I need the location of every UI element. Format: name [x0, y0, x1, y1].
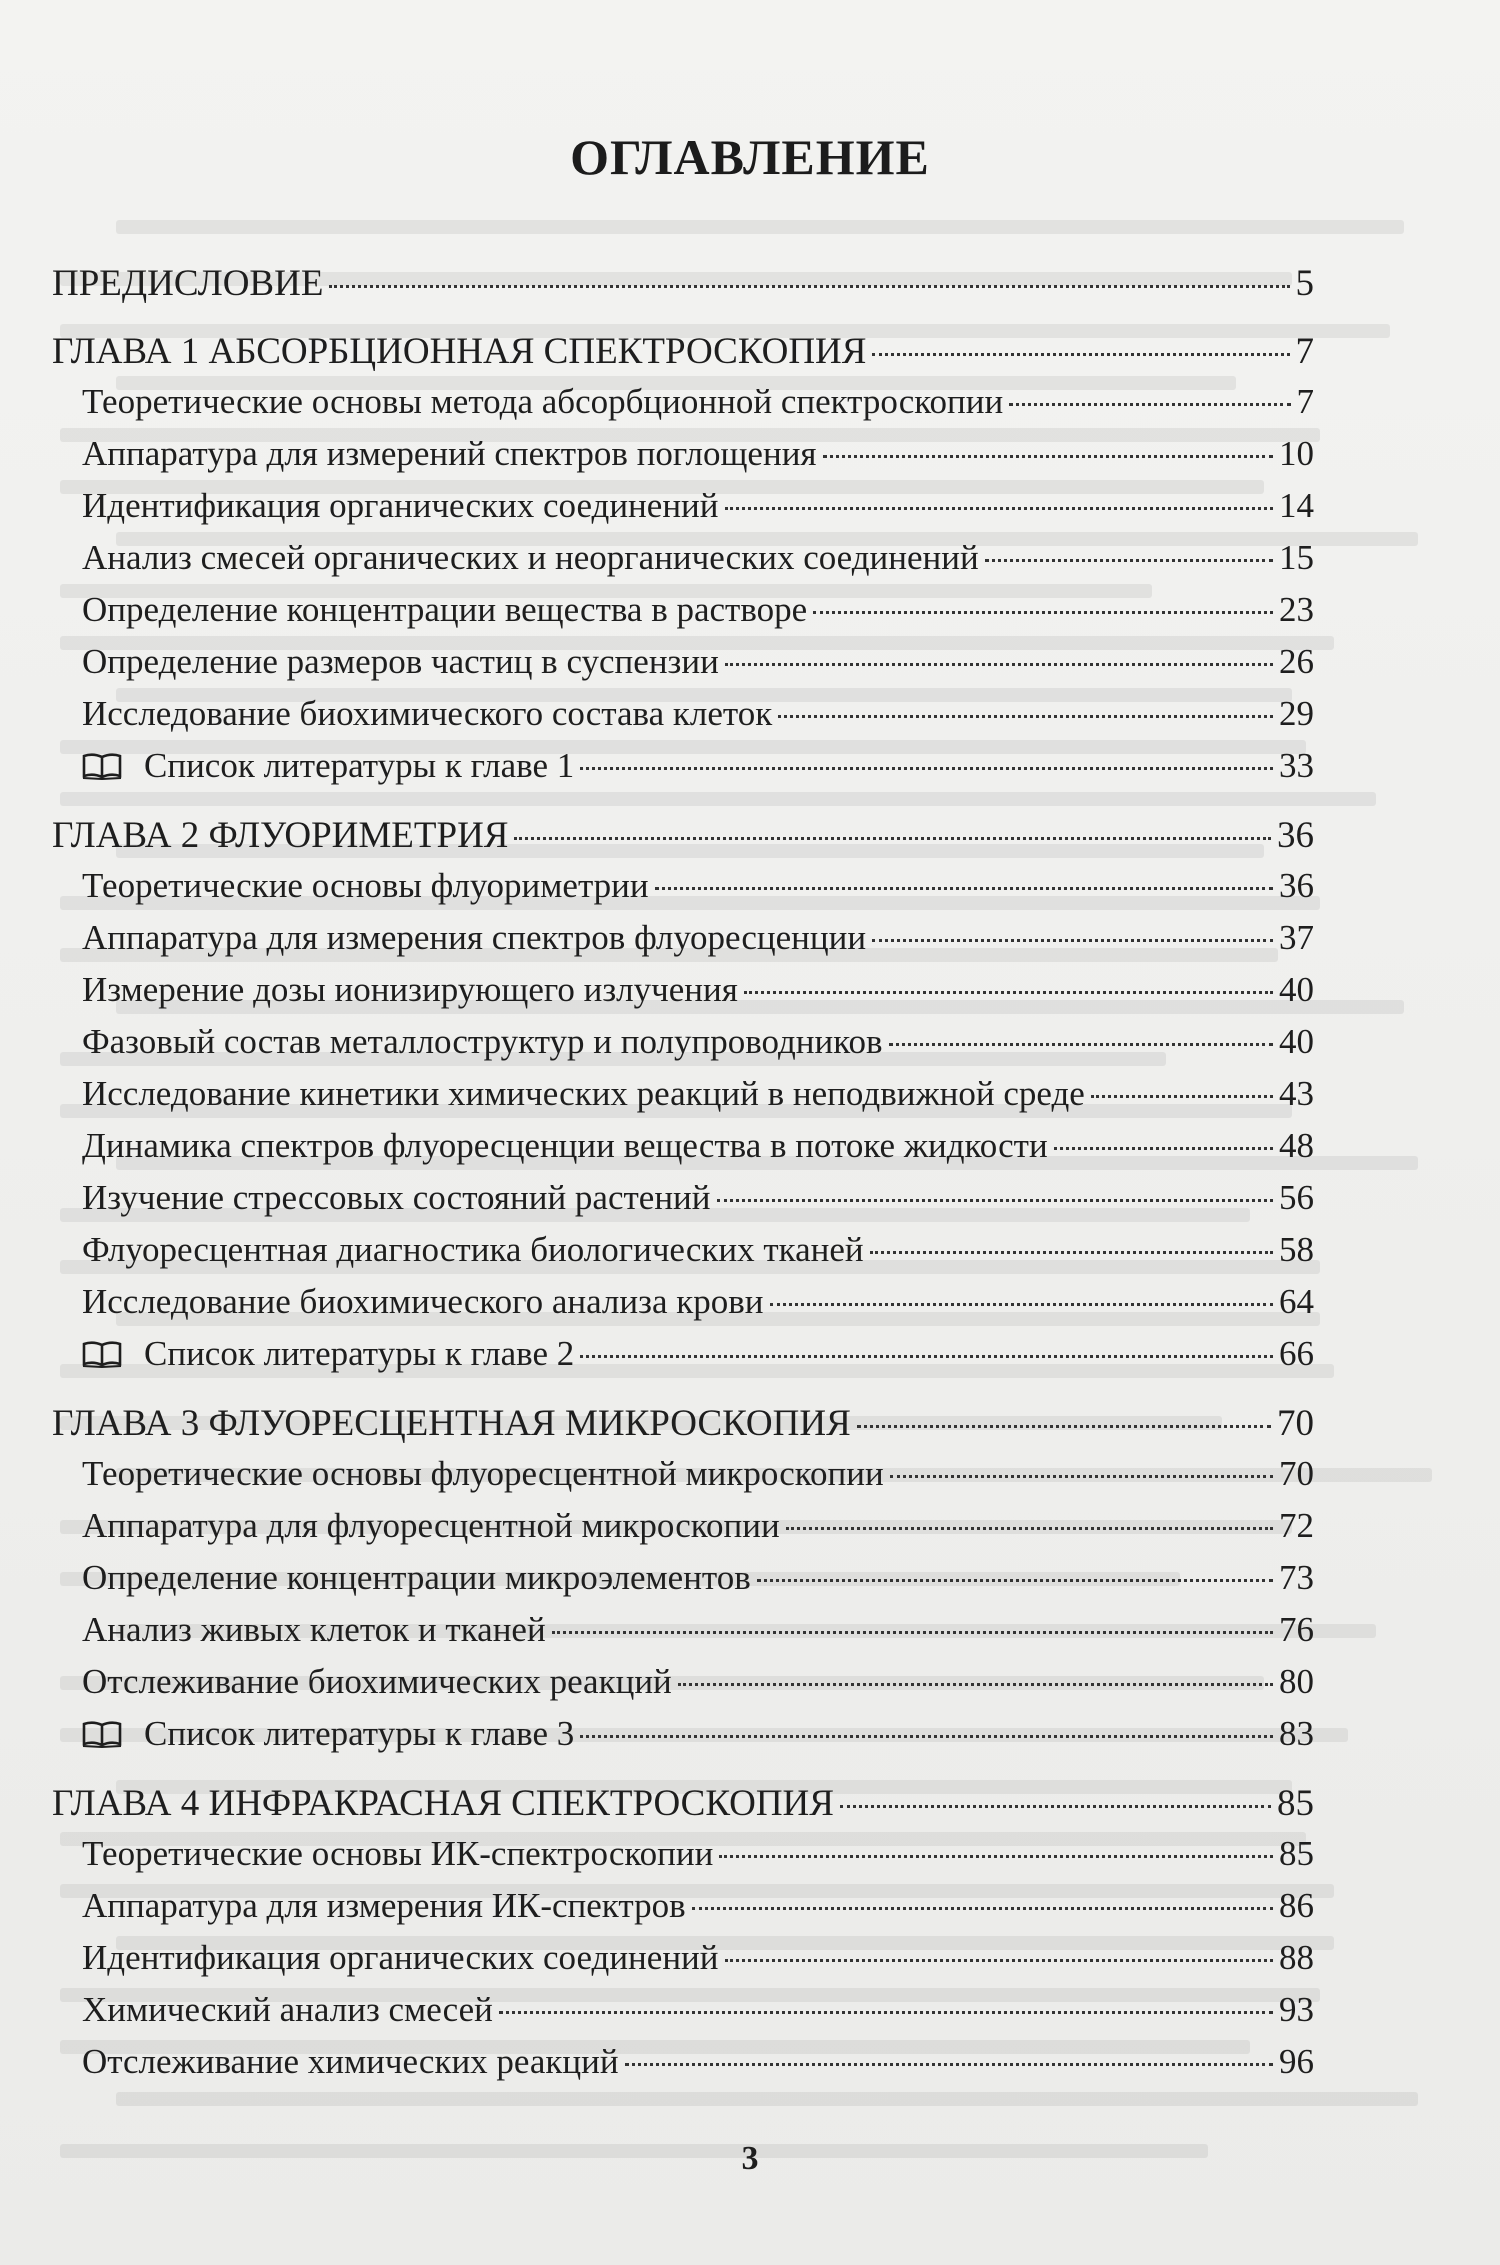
- dot-leader: [778, 715, 1273, 718]
- toc-section-entry: [52, 918, 1314, 970]
- toc-entry-page: 14: [1279, 486, 1314, 525]
- toc-entry-label: [52, 1782, 834, 1825]
- toc-entry-text: Идентификация органических соединений: [82, 486, 719, 525]
- dot-leader: [985, 559, 1273, 562]
- toc-section-entry: [52, 866, 1314, 918]
- toc-chapter-entry: [52, 1782, 1314, 1834]
- table-of-contents: [52, 262, 1314, 2094]
- toc-entry-text: ГЛАВА 4 ИНФРАКРАСНАЯ СПЕКТРОСКОПИЯ: [52, 1783, 834, 1824]
- toc-entry-text: Теоретические основы флуориметрии: [82, 866, 649, 905]
- toc-entry-label: [82, 1990, 493, 2030]
- dot-leader: [870, 1251, 1273, 1254]
- open-book-icon: [82, 1340, 122, 1368]
- open-book-icon: [82, 752, 122, 780]
- toc-entry-text: Список литературы к главе 1: [144, 746, 575, 785]
- toc-entry-label: [82, 2042, 619, 2082]
- toc-entry-page: 48: [1279, 1126, 1314, 1165]
- toc-section-entry: [52, 1022, 1314, 1074]
- toc-chapter-entry: [52, 814, 1314, 866]
- toc-entry-text: Химический анализ смесей: [82, 1990, 493, 2029]
- toc-entry-label: [82, 538, 979, 578]
- toc-entry-text: ГЛАВА 3 ФЛУОРЕСЦЕНТНАЯ МИКРОСКОПИЯ: [52, 1403, 851, 1444]
- toc-section-entry: [52, 1074, 1314, 1126]
- toc-entry-page: 40: [1279, 1022, 1314, 1061]
- toc-entry-label: [82, 1834, 713, 1874]
- toc-references-entry: [52, 1334, 1314, 1386]
- toc-entry-text: Фазовый состав металлоструктур и полупроводников: [82, 1022, 883, 1061]
- toc-entry-label: [82, 918, 866, 958]
- toc-entry-text: Исследование биохимического анализа крови: [82, 1282, 764, 1321]
- toc-entry-label: [82, 1126, 1048, 1166]
- toc-section-entry: [52, 694, 1314, 746]
- dot-leader: [717, 1199, 1273, 1202]
- page-title: ОГЛАВЛЕНИЕ: [570, 129, 930, 185]
- toc-chapter-entry: [52, 330, 1314, 382]
- toc-entry-page: 76: [1279, 1610, 1314, 1649]
- toc-entry-text: Измерение дозы ионизирующего излучения: [82, 970, 738, 1009]
- toc-entry-text: Теоретические основы метода абсорбционной спектроскопии: [82, 382, 1004, 421]
- dot-leader: [580, 767, 1273, 770]
- toc-section-entry: [52, 1886, 1314, 1938]
- dot-leader: [580, 1735, 1273, 1738]
- toc-section-entry: [52, 1178, 1314, 1230]
- toc-entry-page: 36: [1279, 866, 1314, 905]
- toc-entry-label: [82, 1506, 780, 1546]
- toc-entry-text: ГЛАВА 2 ФЛУОРИМЕТРИЯ: [52, 815, 509, 856]
- toc-entry-page: 80: [1279, 1662, 1314, 1701]
- toc-entry-page: 15: [1279, 538, 1314, 577]
- dot-leader: [580, 1355, 1273, 1358]
- toc-entry-label: [82, 590, 807, 630]
- toc-section-entry: [52, 642, 1314, 694]
- toc-entry-label: [52, 262, 323, 305]
- dot-leader: [786, 1527, 1273, 1530]
- dot-leader: [857, 1425, 1271, 1428]
- toc-entry-page: 86: [1279, 1886, 1314, 1925]
- dot-leader: [872, 353, 1289, 356]
- dot-leader: [770, 1303, 1274, 1306]
- toc-chapter-entry: [52, 262, 1314, 314]
- dot-leader: [725, 663, 1273, 666]
- toc-entry-label: [82, 746, 574, 786]
- toc-entry-page: 93: [1279, 1990, 1314, 2029]
- toc-entry-page: 33: [1279, 746, 1314, 785]
- toc-entry-label: [52, 1402, 851, 1445]
- toc-entry-page: 70: [1279, 1454, 1314, 1493]
- toc-entry-text: ГЛАВА 1 АБСОРБЦИОННАЯ СПЕКТРОСКОПИЯ: [52, 331, 867, 372]
- toc-entry-page: 7: [1295, 331, 1314, 372]
- dot-leader: [744, 991, 1273, 994]
- toc-entry-page: 58: [1279, 1230, 1314, 1269]
- toc-entry-text: Теоретические основы флуоресцентной микроскопии: [82, 1454, 884, 1493]
- toc-entry-page: 10: [1279, 434, 1314, 473]
- toc-entry-label: [82, 1178, 711, 1218]
- toc-entry-label: [82, 1938, 719, 1978]
- toc-entry-text: Аппаратура для измерения спектров флуоресценции: [82, 918, 867, 957]
- toc-entry-label: [82, 1230, 864, 1270]
- toc-section-entry: [52, 1126, 1314, 1178]
- toc-entry-page: 70: [1277, 1403, 1314, 1444]
- toc-entry-page: 7: [1296, 382, 1314, 421]
- toc-references-entry: [52, 746, 1314, 798]
- dot-leader: [514, 837, 1271, 840]
- toc-entry-label: [82, 1074, 1085, 1114]
- toc-section-entry: [52, 538, 1314, 590]
- toc-entry-text: Исследование кинетики химических реакций в неподвижной среде: [82, 1074, 1085, 1113]
- toc-entry-page: 5: [1295, 263, 1314, 304]
- toc-entry-page: 23: [1279, 590, 1314, 629]
- toc-section-entry: [52, 486, 1314, 538]
- dot-leader: [552, 1631, 1273, 1634]
- toc-chapter-entry: [52, 1402, 1314, 1454]
- toc-section-entry: [52, 1454, 1314, 1506]
- toc-entry-label: [82, 1454, 884, 1494]
- toc-section-entry: [52, 590, 1314, 642]
- toc-entry-text: Список литературы к главе 3: [144, 1714, 575, 1753]
- toc-section-entry: [52, 1506, 1314, 1558]
- toc-entry-label: [82, 1334, 574, 1374]
- toc-entry-page: 85: [1279, 1834, 1314, 1873]
- toc-entry-label: [82, 1610, 546, 1650]
- toc-entry-text: Изучение стрессовых состояний растений: [82, 1178, 711, 1217]
- toc-entry-label: [82, 434, 817, 474]
- toc-entry-text: Определение концентрации микроэлементов: [82, 1558, 751, 1597]
- page-number: 3: [741, 2140, 759, 2177]
- toc-entry-text: Динамика спектров флуоресценции вещества в потоке жидкости: [82, 1126, 1048, 1165]
- toc-entry-label: [82, 1886, 686, 1926]
- dot-leader: [625, 2063, 1273, 2066]
- toc-entry-text: Определение концентрации вещества в растворе: [82, 590, 808, 629]
- toc-entry-page: 29: [1279, 694, 1314, 733]
- toc-section-entry: [52, 1558, 1314, 1610]
- dot-leader: [1009, 403, 1290, 406]
- toc-entry-label: [82, 866, 649, 906]
- toc-entry-label: [82, 1022, 883, 1062]
- toc-entry-page: 72: [1279, 1506, 1314, 1545]
- toc-entry-page: 43: [1279, 1074, 1314, 1113]
- toc-entry-label: [82, 1558, 751, 1598]
- toc-entry-label: [82, 1714, 574, 1754]
- toc-entry-text: Анализ смесей органических и неорганических соединений: [82, 538, 979, 577]
- toc-entry-text: Отслеживание химических реакций: [82, 2042, 619, 2081]
- show-through-line: [116, 2092, 1418, 2106]
- toc-entry-text: Аппаратура для флуоресцентной микроскопии: [82, 1506, 780, 1545]
- toc-entry-page: 64: [1279, 1282, 1314, 1321]
- toc-entry-text: Определение размеров частиц в суспензии: [82, 642, 719, 681]
- toc-section-entry: [52, 1610, 1314, 1662]
- toc-section-entry: [52, 1282, 1314, 1334]
- dot-leader: [655, 887, 1273, 890]
- dot-leader: [823, 455, 1273, 458]
- dot-leader: [890, 1475, 1273, 1478]
- dot-leader: [329, 285, 1289, 288]
- toc-entry-text: Идентификация органических соединений: [82, 1938, 719, 1977]
- toc-entry-label: [82, 642, 719, 682]
- toc-entry-label: [52, 330, 866, 373]
- dot-leader: [499, 2011, 1273, 2014]
- toc-entry-text: Исследование биохимического состава клеток: [82, 694, 773, 733]
- toc-section-entry: [52, 970, 1314, 1022]
- toc-entry-label: [52, 814, 508, 857]
- dot-leader: [725, 507, 1273, 510]
- toc-entry-page: 73: [1279, 1558, 1314, 1597]
- toc-entry-label: [82, 970, 738, 1010]
- toc-section-entry: [52, 1662, 1314, 1714]
- toc-entry-text: Список литературы к главе 2: [144, 1334, 575, 1373]
- dot-leader: [840, 1805, 1271, 1808]
- toc-entry-text: Аппаратура для измерения ИК-спектров: [82, 1886, 686, 1925]
- toc-entry-label: [82, 694, 772, 734]
- toc-section-entry: [52, 434, 1314, 486]
- toc-entry-page: 40: [1279, 970, 1314, 1009]
- toc-entry-text: ПРЕДИСЛОВИЕ: [52, 263, 324, 304]
- toc-entry-text: Теоретические основы ИК-спектроскопии: [82, 1834, 714, 1873]
- toc-entry-page: 83: [1279, 1714, 1314, 1753]
- toc-section-entry: [52, 1834, 1314, 1886]
- toc-entry-page: 85: [1277, 1783, 1314, 1824]
- toc-entry-page: 26: [1279, 642, 1314, 681]
- toc-section-entry: [52, 2042, 1314, 2094]
- toc-entry-label: [82, 382, 1003, 422]
- toc-entry-text: Флуоресцентная диагностика биологических тканей: [82, 1230, 864, 1269]
- toc-references-entry: [52, 1714, 1314, 1766]
- toc-entry-page: 66: [1279, 1334, 1314, 1373]
- toc-section-entry: [52, 382, 1314, 434]
- toc-entry-text: Анализ живых клеток и тканей: [82, 1610, 546, 1649]
- dot-leader: [725, 1959, 1273, 1962]
- dot-leader: [889, 1043, 1273, 1046]
- open-book-icon: [82, 1720, 122, 1748]
- dot-leader: [757, 1579, 1273, 1582]
- toc-entry-page: 56: [1279, 1178, 1314, 1217]
- toc-entry-page: 88: [1279, 1938, 1314, 1977]
- dot-leader: [1091, 1095, 1273, 1098]
- toc-entry-text: Аппаратура для измерений спектров поглощения: [82, 434, 817, 473]
- toc-section-entry: [52, 1230, 1314, 1282]
- dot-leader: [813, 611, 1273, 614]
- toc-entry-label: [82, 1662, 672, 1702]
- toc-entry-page: 36: [1277, 815, 1314, 856]
- toc-section-entry: [52, 1938, 1314, 1990]
- dot-leader: [678, 1683, 1273, 1686]
- dot-leader: [1054, 1147, 1273, 1150]
- toc-entry-label: [82, 486, 719, 526]
- dot-leader: [719, 1855, 1273, 1858]
- toc-entry-label: [82, 1282, 764, 1322]
- toc-entry-page: 96: [1279, 2042, 1314, 2081]
- toc-entry-page: 37: [1279, 918, 1314, 957]
- dot-leader: [872, 939, 1273, 942]
- dot-leader: [692, 1907, 1273, 1910]
- toc-entry-text: Отслеживание биохимических реакций: [82, 1662, 672, 1701]
- toc-section-entry: [52, 1990, 1314, 2042]
- show-through-line: [116, 220, 1404, 234]
